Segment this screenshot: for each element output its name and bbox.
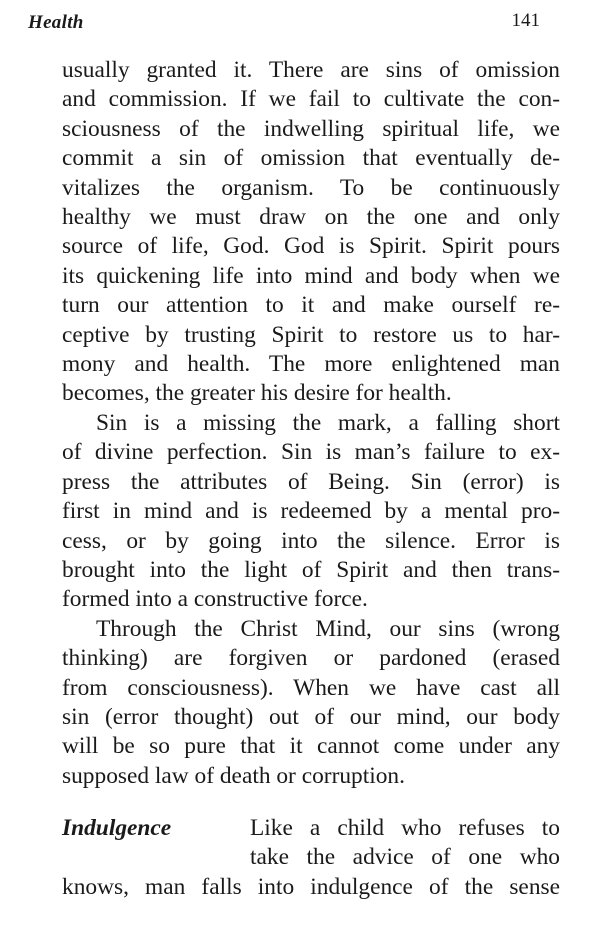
text-line: Through the Christ Mind, our sins (wrong — [96, 615, 560, 642]
text-line: Like a child who refuses to — [250, 815, 560, 841]
text-line: becomes, the greater his desire for health. — [62, 380, 452, 407]
paragraph-1 — [62, 56, 560, 409]
text-line: ceptive by trusting Spirit to restore us to har- — [62, 321, 560, 348]
text-line: from consciousness). When we have cast all — [62, 674, 560, 701]
paragraph-2 — [62, 409, 560, 615]
text-line: formed into a constructive force. — [62, 586, 368, 613]
text-line: source of life, God. God is Spirit. Spirit pours — [62, 233, 560, 260]
section-first-row — [62, 814, 560, 843]
text-line: first in mind and is redeemed by a mental pro- — [62, 498, 560, 525]
text-line: mony and health. The more enlightened man — [62, 351, 560, 378]
text-line: will be so pure that it cannot come under any — [62, 733, 560, 760]
section-heading: Indulgence — [62, 815, 172, 841]
text-line: Sin is a missing the mark, a falling short — [96, 409, 560, 436]
text-line: of divine perfection. Sin is man’s failure to ex- — [62, 439, 560, 466]
text-line: brought into the light of Spirit and then trans- — [62, 556, 560, 583]
text-line: take the advice of one who — [250, 844, 560, 871]
text-line: press the attributes of Being. Sin (error) is — [62, 468, 560, 495]
text-line: knows, man falls into indulgence of the sense — [62, 873, 560, 900]
text-line: its quickening life into mind and body when we — [62, 262, 560, 289]
running-head: Health — [28, 12, 84, 33]
text-line: sin (error thought) out of our mind, our body — [62, 703, 560, 730]
text-line: usually granted it. There are sins of omission — [62, 57, 560, 83]
text-line: cess, or by going into the silence. Error is — [62, 527, 560, 554]
text-line: sciousness of the indwelling spiritual life, we — [62, 115, 560, 142]
text-line: healthy we must draw on the one and only — [62, 204, 560, 231]
text-line: turn our attention to it and make ourself re- — [62, 292, 560, 319]
text-line: and commission. If we fail to cultivate the con- — [62, 86, 560, 113]
page-number: 141 — [511, 10, 540, 31]
text-line: thinking) are forgiven or pardoned (erased — [62, 645, 560, 672]
paragraph-3 — [62, 615, 560, 791]
text-line: vitalizes the organism. To be continuously — [62, 174, 560, 201]
text-line: commit a sin of omission that eventually de- — [62, 145, 560, 172]
section-indulgence — [62, 814, 560, 902]
text-line: supposed law of death or corruption. — [62, 762, 405, 789]
body-text — [62, 56, 560, 791]
